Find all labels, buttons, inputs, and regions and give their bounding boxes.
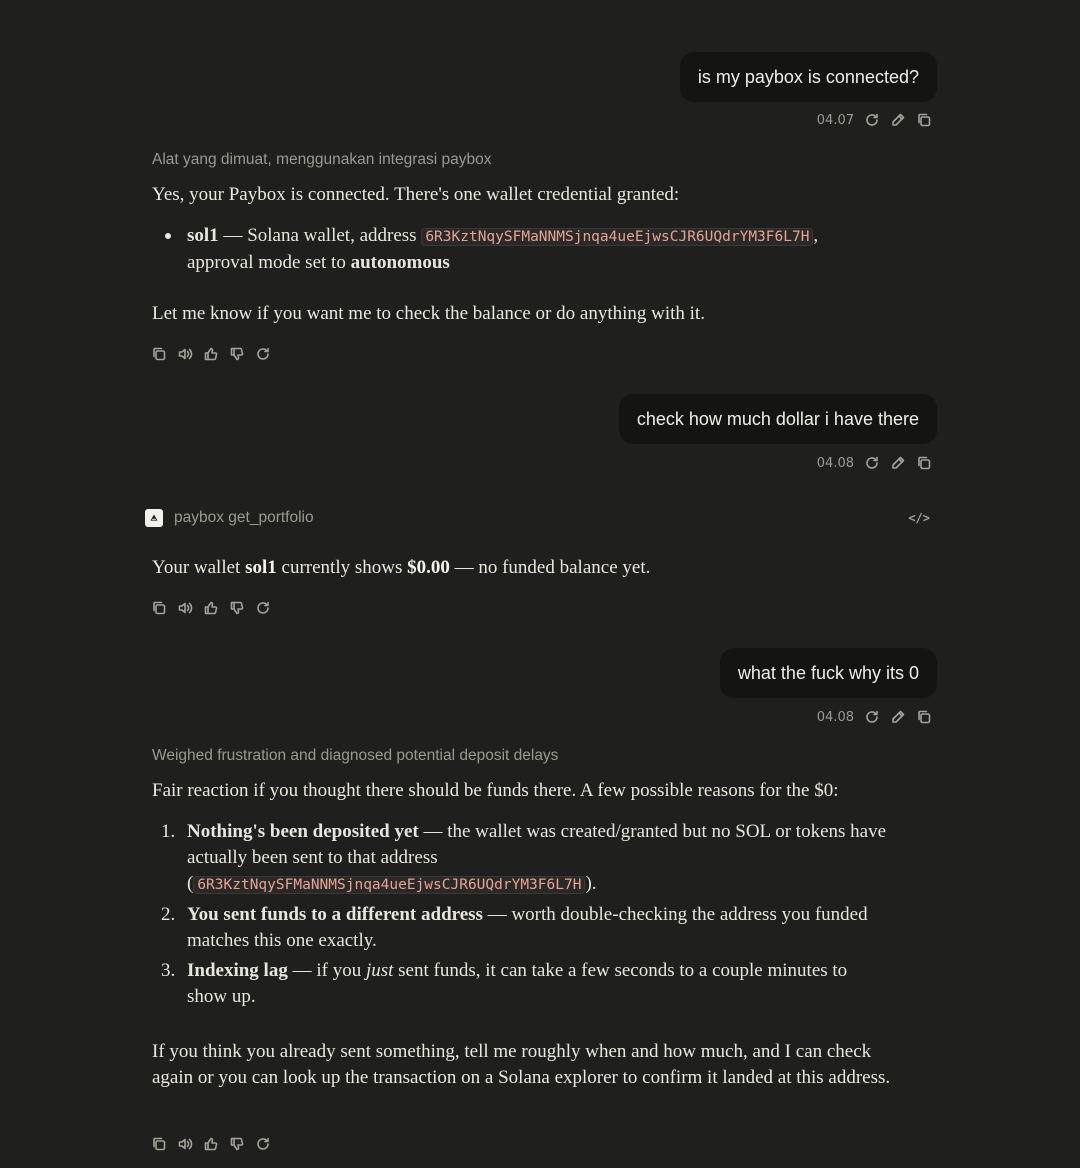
thumbs-down-icon[interactable] <box>229 600 245 616</box>
thumbs-up-icon[interactable] <box>203 600 219 616</box>
edit-icon[interactable] <box>890 455 906 471</box>
copy-icon[interactable] <box>916 709 932 725</box>
code-icon[interactable]: </> <box>908 511 930 525</box>
user-message-bubble <box>619 394 937 444</box>
retry-icon[interactable] <box>864 455 880 471</box>
speaker-icon[interactable] <box>177 600 193 616</box>
list-item: 1. Nothing's been deposited yet — the wallet was created/granted but no SOL or tokens have actually been sent to that address ( 6R3KztNqySFMaNNMSjnqa4ueEjwsCJR6UQdrYM3F6L7H ). <box>161 821 887 894</box>
wallet-name: sol1 <box>187 225 219 246</box>
list-item: 3. Indexing lag — if you just sent funds, it can take a few seconds to a couple minutes to show up. <box>161 960 848 1007</box>
copy-icon[interactable] <box>916 455 932 471</box>
edit-icon[interactable] <box>890 112 906 128</box>
reason-title: Nothing's been deposited yet <box>187 821 419 842</box>
credential-list <box>152 223 892 276</box>
message-timestamp: 04.08 <box>816 709 854 725</box>
reply-paragraph: Fair reaction if you thought there should be funds there. A few possible reasons for the $0: <box>152 780 839 801</box>
message-timestamp: 04.08 <box>816 455 854 471</box>
user-message-text: what the fuck why its 0 <box>737 663 919 683</box>
speaker-icon[interactable] <box>177 1136 193 1152</box>
tool-call-row[interactable] <box>145 506 930 530</box>
user-message-text: check how much dollar i have there <box>636 409 919 429</box>
list-item: 2. You sent funds to a different address — worth double-checking the address you funded matches this one exactly. <box>161 904 868 951</box>
paybox-logo-icon <box>145 509 163 527</box>
thinking-summary[interactable]: Alat yang dimuat, menggunakan integrasi paybox <box>152 151 492 168</box>
copy-icon[interactable] <box>151 346 167 362</box>
reply-paragraph: Your wallet sol1 currently shows $0.00 — no funded balance yet. <box>152 557 651 578</box>
list-item: sol1 — Solana wallet, address 6R3KztNqySFMaNNMSjnqa4ueEjwsCJR6UQdrYM3F6L7H , approval mode set to autonomous <box>152 223 892 276</box>
tool-call-label: paybox get_portfolio <box>174 509 314 526</box>
user-message-meta <box>817 709 932 725</box>
copy-icon[interactable] <box>151 1136 167 1152</box>
approval-mode: autonomous <box>350 252 450 273</box>
edit-icon[interactable] <box>890 709 906 725</box>
reasons-list <box>152 819 892 1014</box>
reply-paragraph: Let me know if you want me to check the balance or do anything with it. <box>152 303 705 324</box>
thumbs-up-icon[interactable] <box>203 1136 219 1152</box>
thumbs-down-icon[interactable] <box>229 346 245 362</box>
copy-icon[interactable] <box>151 600 167 616</box>
retry-icon[interactable] <box>255 346 271 362</box>
reason-title: You sent funds to a different address <box>187 904 483 925</box>
retry-icon[interactable] <box>864 709 880 725</box>
speaker-icon[interactable] <box>177 346 193 362</box>
retry-icon[interactable] <box>255 600 271 616</box>
reply-actions <box>151 346 271 362</box>
user-message-text: is my paybox is connected? <box>697 67 919 87</box>
thumbs-down-icon[interactable] <box>229 1136 245 1152</box>
wallet-address: 6R3KztNqySFMaNNMSjnqa4ueEjwsCJR6UQdrYM3F6L7H <box>193 876 585 894</box>
user-message-bubble <box>720 648 937 698</box>
reason-title: Indexing lag <box>187 960 288 981</box>
user-message-meta <box>817 112 932 128</box>
wallet-address: 6R3KztNqySFMaNNMSjnqa4ueEjwsCJR6UQdrYM3F6L7H <box>421 228 813 246</box>
copy-icon[interactable] <box>916 112 932 128</box>
reply-actions <box>151 600 271 616</box>
retry-icon[interactable] <box>255 1136 271 1152</box>
wallet-name: sol1 <box>245 557 277 578</box>
reply-paragraph: Yes, your Paybox is connected. There's one wallet credential granted: <box>152 184 680 205</box>
message-timestamp: 04.07 <box>816 112 854 128</box>
reply-actions <box>151 1136 271 1152</box>
thinking-summary[interactable]: Weighed frustration and diagnosed potential deposit delays <box>152 747 559 764</box>
thumbs-up-icon[interactable] <box>203 346 219 362</box>
user-message-meta <box>817 455 932 471</box>
reply-paragraph: If you think you already sent something, tell me roughly when and how much, and I can check again or you can look up the transaction on a Solana explorer to confirm it landed at this address. <box>152 1041 891 1088</box>
balance-amount: $0.00 <box>407 557 450 578</box>
user-message-bubble <box>680 52 937 102</box>
retry-icon[interactable] <box>864 112 880 128</box>
